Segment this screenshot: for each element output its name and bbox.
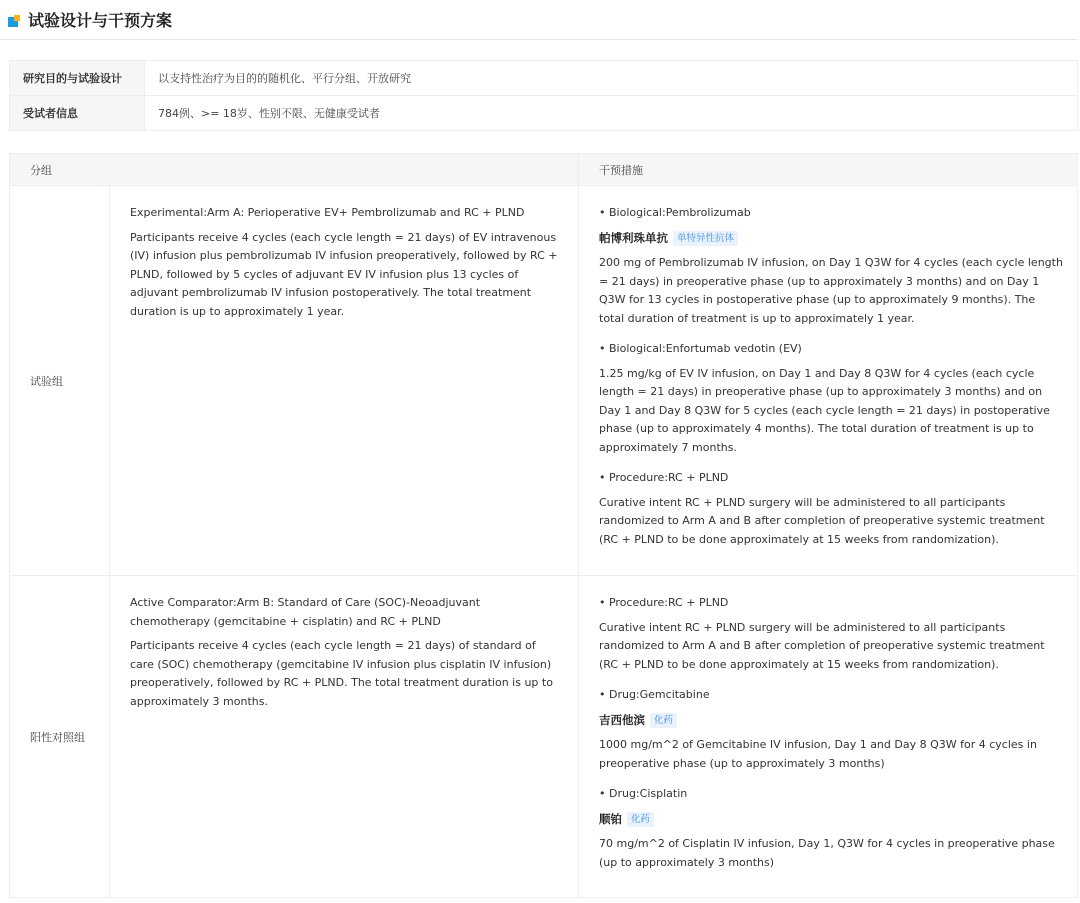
intervention-item [599, 469, 1063, 549]
info-value: 以支持性治疗为目的的随机化、平行分组、开放研究 [145, 61, 1078, 96]
col-header-intervention: 干预措施 [579, 154, 1078, 186]
intervention-type: • Procedure:RC + PLND [599, 596, 729, 609]
intervention-description: Curative intent RC + PLND surgery will be administered to all participants randomized to Arm A and B after completion of preoperative systemic treatment (RC + PLND to be done approximately at 15 weeks from randomization). [599, 620, 1045, 671]
intervention-name-row [599, 810, 1063, 830]
intervention-drug-name[interactable]: 帕博利珠单抗 [599, 230, 668, 245]
intervention-item [599, 594, 1063, 674]
info-row [10, 61, 1078, 96]
info-label: 受试者信息 [10, 96, 145, 131]
info-label: 研究目的与试验设计 [10, 61, 145, 96]
info-row [10, 96, 1078, 131]
intervention-description: 1000 mg/m^2 of Gemcitabine IV infusion, Day 1 and Day 8 Q3W for 4 cycles in preoperative phase (up to approximately 3 months) [599, 738, 1037, 770]
info-value: 784例、>= 18岁、性别不限、无健康受试者 [145, 96, 1078, 131]
intervention-item [599, 340, 1063, 457]
intervention-description: 70 mg/m^2 of Cisplatin IV infusion, Day 1, Q3W for 4 cycles in preoperative phase (up to approximately 3 months) [599, 837, 1055, 869]
drug-category-tag: 单特异性抗体 [673, 231, 738, 246]
group-name: 阳性对照组 [10, 576, 110, 898]
intervention-type: • Drug:Cisplatin [599, 787, 688, 800]
interventions-cell [579, 186, 1078, 576]
arm-title: Active Comparator:Arm B: Standard of Care (SOC)-Neoadjuvant chemotherapy (gemcitabine + cisplatin) and RC + PLND [130, 596, 481, 628]
intervention-item [599, 204, 1063, 328]
intervention-type: • Biological:Pembrolizumab [599, 206, 751, 219]
intervention-description: Curative intent RC + PLND surgery will be administered to all participants randomized to Arm A and B after completion of preoperative systemic treatment (RC + PLND to be done approximately at 15 weeks from randomization). [599, 495, 1045, 546]
col-header-group: 分组 [10, 154, 579, 186]
arm-description-cell [110, 186, 579, 576]
interventions-cell [579, 576, 1078, 898]
section-header [0, 0, 1078, 40]
intervention-type: • Procedure:RC + PLND [599, 471, 729, 484]
drug-category-tag: 化药 [650, 713, 677, 728]
section-marker-icon [8, 15, 20, 27]
arms-header-row [10, 154, 1078, 186]
arm-row [10, 576, 1078, 898]
arm-description-cell [110, 576, 579, 898]
arm-description: Participants receive 4 cycles (each cycle length = 21 days) of EV intravenous (IV) infusion plus pembrolizumab IV infusion preoperatively, followed by RC + PLND, followed by 5 cycles of adjuvant EV IV infusion plus 13 cycles of adjuvant pembrolizumab IV infusion postoperatively. The total treatment duration is up to approximately 1 year. [130, 230, 558, 318]
intervention-name-row [599, 711, 1063, 731]
intervention-name-row [599, 229, 1063, 249]
arm-row [10, 186, 1078, 576]
arms-table [9, 153, 1078, 898]
intervention-description: 1.25 mg/kg of EV IV infusion, on Day 1 and Day 8 Q3W for 4 cycles (each cycle length = 21 days) in preoperative phase (up to approximately 3 months) and on Day 1 and Day 8 Q3W for 5 cycles (each cycle length = 21 days) in postoperative phase (up to approximately 4 months). The total duration of treatment is up to approximately 7 months. [599, 366, 1050, 454]
intervention-type: • Biological:Enfortumab vedotin (EV) [599, 342, 802, 355]
intervention-item [599, 785, 1063, 872]
intervention-drug-name[interactable]: 吉西他滨 [599, 712, 645, 727]
intervention-drug-name[interactable]: 顺铂 [599, 811, 622, 826]
study-info-table [9, 60, 1078, 131]
group-name: 试验组 [10, 186, 110, 576]
intervention-description: 200 mg of Pembrolizumab IV infusion, on Day 1 Q3W for 4 cycles (each cycle length = 21 days) in preoperative phase (up to approximately 3 months) and on Day 1 Q3W for 13 cycles in postoperative phase (up to approximately 9 months). The total duration of treatment is up to approximately 1 year. [599, 256, 1063, 325]
arm-description: Participants receive 4 cycles (each cycle length = 21 days) of standard of care (SOC) chemotherapy (gemcitabine IV infusion plus cisplatin IV infusion) preoperatively, followed by RC + PLND. The total treatment duration is up to approximately 3 months. [130, 639, 553, 708]
arm-title: Experimental:Arm A: Perioperative EV+ Pembrolizumab and RC + PLND [130, 206, 525, 219]
drug-category-tag: 化药 [627, 812, 654, 827]
intervention-item [599, 686, 1063, 773]
section-title: 试验设计与干预方案 [28, 11, 173, 30]
intervention-type: • Drug:Gemcitabine [599, 688, 710, 701]
